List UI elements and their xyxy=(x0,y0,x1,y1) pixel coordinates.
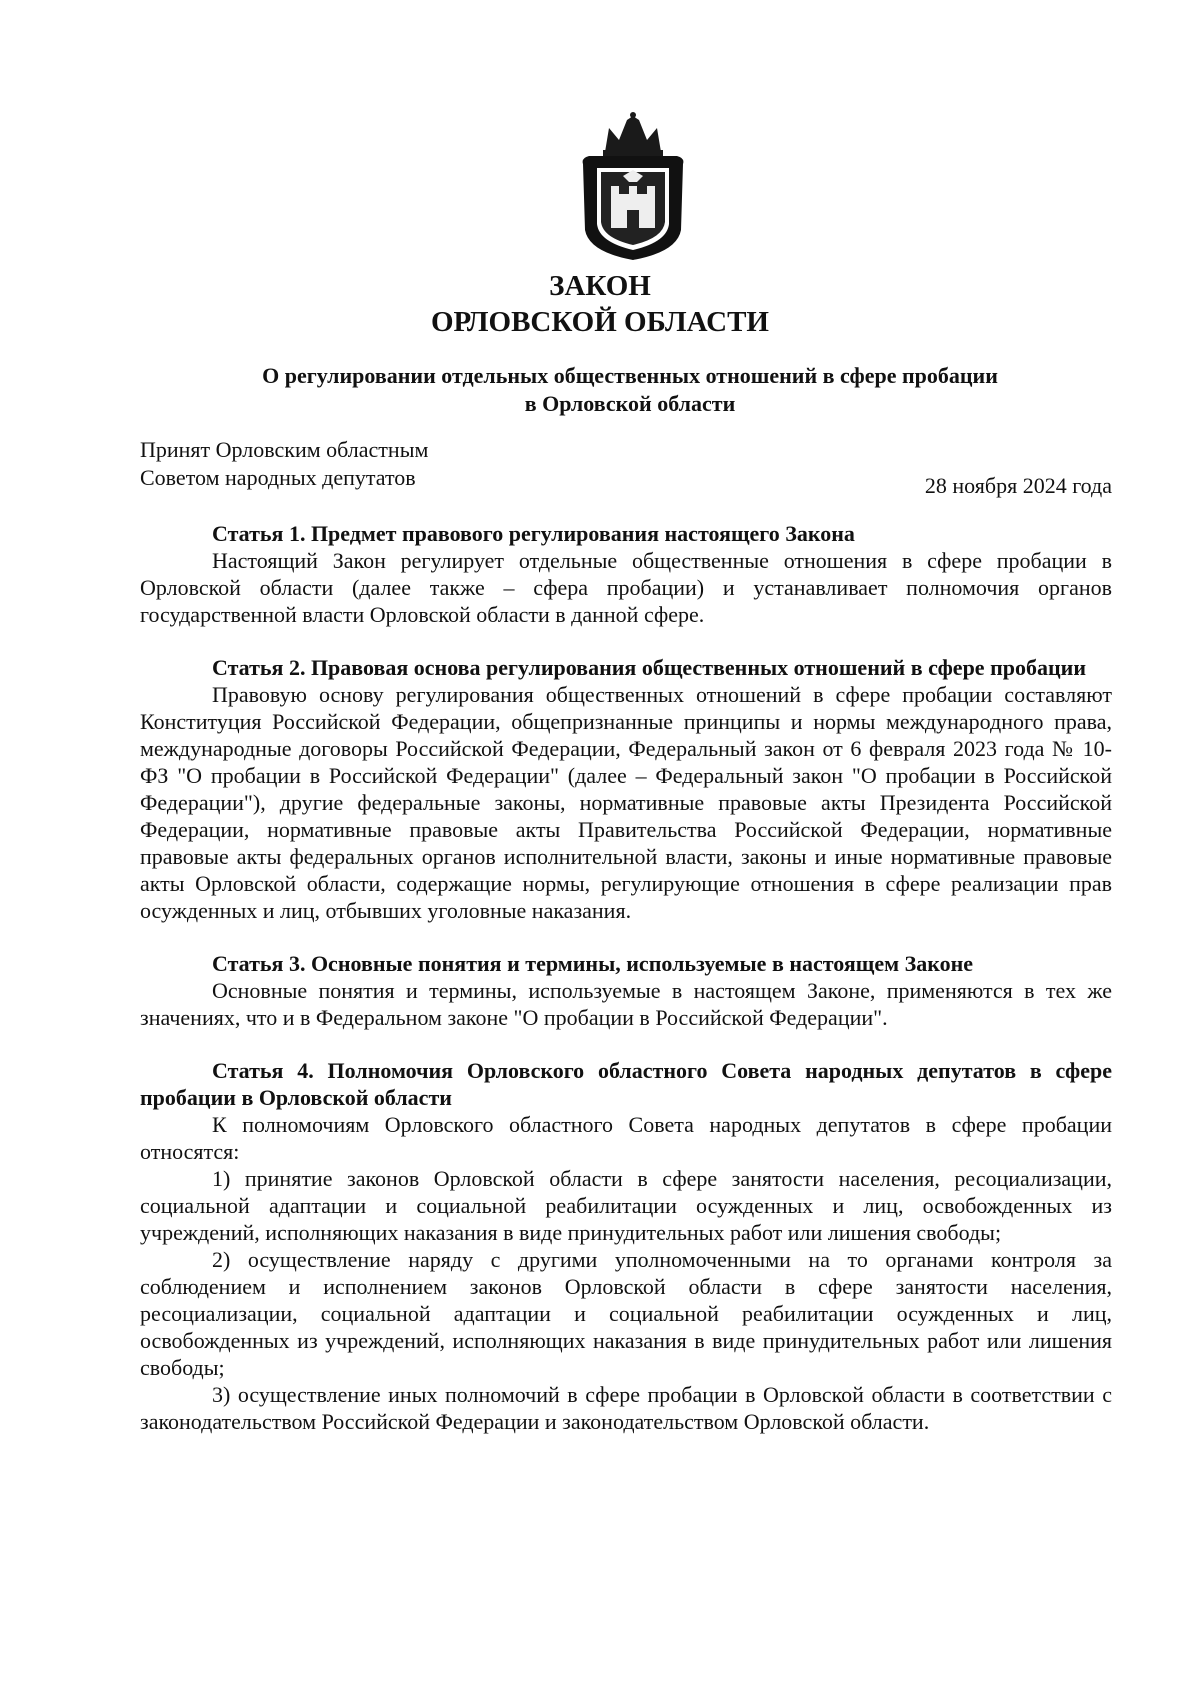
article-paragraph: Основные понятия и термины, используемые в настоящем Законе, применяются в тех же значениях, что и в Федеральном законе "О пробации в Российской Федерации". xyxy=(140,978,1112,1030)
article-list-item: 2) осуществление наряду с другими уполномоченными на то органами контроля за соблюдением и исполнением законов Орловской области в сфере занятости населения, ресоциализации, социальной адаптации и социальной реабилитации осужденных и лиц, освобожденных из учреждений, исполняющих наказания в виде принудительных работ или лишения свободы; xyxy=(140,1247,1112,1380)
adoption-line: Принят Орловским областным xyxy=(140,437,429,462)
article-heading: Статья 2. Правовая основа регулирования общественных отношений в сфере пробации xyxy=(212,655,1087,680)
document-subtitle xyxy=(140,362,1120,418)
article-heading: Статья 3. Основные понятия и термины, используемые в настоящем Законе xyxy=(212,951,974,976)
adoption-info xyxy=(140,436,428,492)
article-heading: Статья 1. Предмет правового регулирования настоящего Закона xyxy=(212,521,855,546)
article-paragraph: Правовую основу регулирования общественных отношений в сфере пробации составляют Конституция Российской Федерации, общепризнанные принципы и нормы международного права, международные договоры Российской Федерации, Федеральный закон от 6 февраля 2023 года № 10-ФЗ "О пробации в Российской Федерации" (далее – Федеральный закон "О пробации в Российской Федерации"), другие федеральные законы, нормативные правовые акты Президента Российской Федерации, нормативные правовые акты Правительства Российской Федерации, нормативные правовые акты федеральных органов исполнительной власти, законы и иные нормативные правовые акты Орловской области, содержащие нормы, регулирующие отношения в сфере реализации прав осужденных и лиц, отбывших уголовные наказания. xyxy=(140,682,1112,923)
adoption-date: 28 ноября 2024 года xyxy=(924,473,1112,498)
article-1 xyxy=(140,520,1112,628)
article-4 xyxy=(140,1057,1112,1435)
document-body xyxy=(140,520,1112,1435)
article-list-item: 1) принятие законов Орловской области в сфере занятости населения, ресоциализации, социальной адаптации и социальной реабилитации осужденных и лиц, освобожденных из учреждений, исполняющих наказания в виде принудительных работ или лишения свободы; xyxy=(140,1166,1112,1245)
article-list-item: 3) осуществление иных полномочий в сфере пробации в Орловской области в соответствии с законодательством Российской Федерации и законодательством Орловской области. xyxy=(140,1382,1112,1434)
subtitle-line: О регулировании отдельных общественных отношений в сфере пробации xyxy=(262,363,998,388)
article-paragraph: К полномочиям Орловского областного Совета народных депутатов в сфере пробации относятся: xyxy=(140,1112,1112,1164)
subtitle-line: в Орловской области xyxy=(524,391,736,416)
orel-oblast-coat-of-arms-icon xyxy=(577,112,689,262)
document-title: ЗАКОН xyxy=(549,270,651,302)
document-title-region: ОРЛОВСКОЙ ОБЛАСТИ xyxy=(430,306,769,338)
article-3 xyxy=(140,950,1112,1031)
article-heading: Статья 4. Полномочия Орловского областного Совета народных депутатов в сфере пробации в Орловской области xyxy=(140,1058,1112,1110)
adoption-line: Советом народных депутатов xyxy=(140,465,416,490)
article-paragraph: Настоящий Закон регулирует отдельные общественные отношения в сфере пробации в Орловской области (далее также – сфера пробации) и устанавливает полномочия органов государственной власти Орловской области в данной сфере. xyxy=(140,548,1112,627)
article-2 xyxy=(140,654,1112,924)
